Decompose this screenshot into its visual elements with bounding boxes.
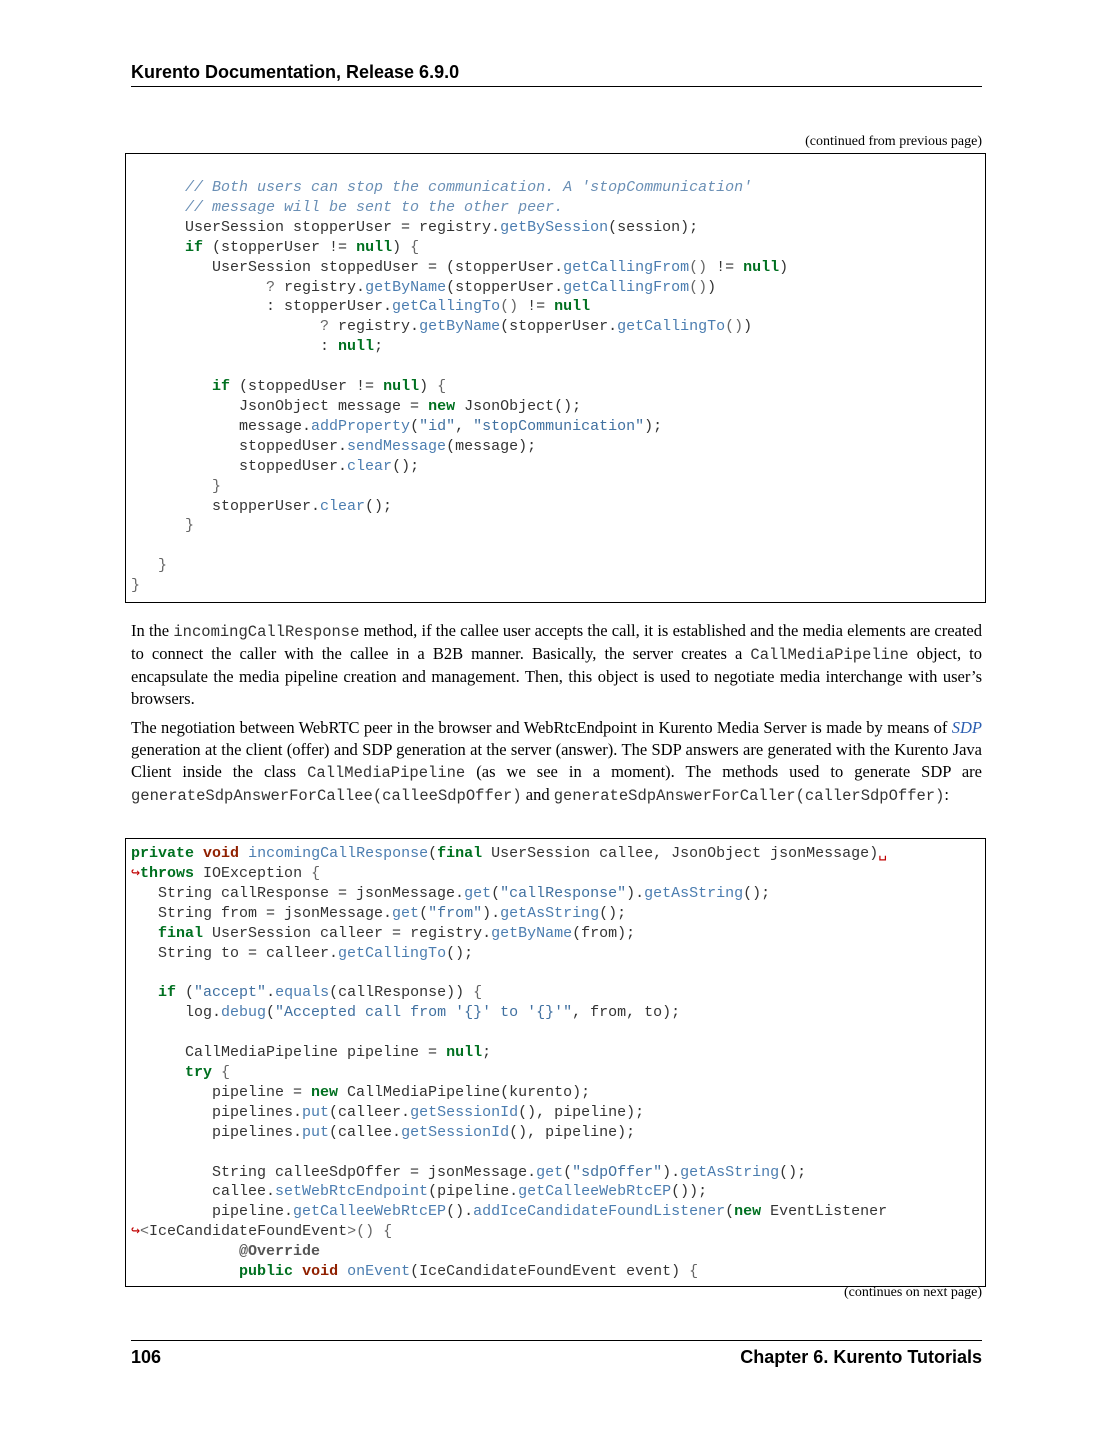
code-line: } [212, 477, 222, 495]
code-line: pipeline = new CallMediaPipeline(kurento); [131, 1083, 591, 1101]
code-line: ↪throws IOException { [131, 864, 321, 882]
footer-chapter-title: Chapter 6. Kurento Tutorials [740, 1347, 982, 1367]
code-block-incoming-call-response [125, 838, 986, 1287]
code-block-2-text [131, 844, 985, 1282]
code-line: } [185, 517, 195, 535]
sdp-link[interactable]: SDP [951, 718, 982, 737]
code-line: log.debug("Accepted call from '{}' to '{}'", from, to); [131, 1004, 681, 1022]
code-line: stoppedUser.sendMessage(message); [131, 437, 537, 455]
code-line: callee.setWebRtcEndpoint(pipeline.getCalleeWebRtcEP()); [131, 1183, 708, 1201]
code-line: try { [185, 1063, 231, 1081]
code-line: String calleeSdpOffer = jsonMessage.get("sdpOffer").getAsString(); [131, 1163, 807, 1181]
footer-rule [131, 1340, 982, 1341]
code-line: pipeline.getCalleeWebRtcEP().addIceCandidateFoundListener(new EventListener [131, 1203, 888, 1221]
code-line: stopperUser.clear(); [131, 497, 393, 515]
code-line: if (stopperUser != null) { [185, 238, 420, 256]
continued-from-note: (continued from previous page) [805, 134, 982, 149]
code-line: } [158, 557, 168, 575]
running-header-title: Kurento Documentation, Release 6.9.0 [131, 62, 460, 82]
code-line: : stopperUser.getCallingTo() != null [131, 298, 591, 316]
code-line: if (stoppedUser != null) { [212, 378, 447, 396]
code-line: JsonObject message = new JsonObject(); [131, 397, 582, 415]
code-line: final UserSession calleer = registry.getByName(from); [158, 924, 636, 942]
code-line: UserSession stopperUser = registry.getBySession(session); [131, 218, 699, 236]
code-line: // Both users can stop the communication. A 'stopCommunication' [131, 179, 753, 196]
code-line: private void incomingCallResponse(final UserSession callee, JsonObject jsonMessage)␣ [131, 845, 888, 862]
code-line: pipelines.put(callee.getSessionId(), pipeline); [131, 1123, 636, 1141]
code-line: CallMediaPipeline pipeline = null; [131, 1044, 492, 1062]
code-line: // message will be sent to the other peer. [131, 198, 564, 216]
paragraph-sdp-negotiation: The negotiation between WebRTC peer in the browser and WebRtcEndpoint in Kurento Media Server is made by means of SDP generation at the client (offer) and SDP generation at the server (answer). The SDP answers are generated with the Kurento Java Client inside the class CallMediaPipeline (as we see in a moment). The methods used to generate SDP are generateSdpAnswerForCallee(calleeSdpOffer) and generateSdpAnswerForCaller(callerSdpOffer): [131, 718, 982, 805]
code-line: message.addProperty("id", "stopCommunication"); [131, 417, 663, 435]
continues-on-note: (continues on next page) [843, 1285, 982, 1300]
code-line: stoppedUser.clear(); [131, 457, 420, 475]
paragraph-incoming-call-response: In the incomingCallResponse method, if the callee user accepts the call, it is established and the media elements are created to connect the caller with the callee in a B2B manner. Basically, the server creates a CallMediaPipeline object, to encapsulate the media pipeline creation and management. Then, this object is used to negotiate media interchange with user’s browsers. [131, 621, 982, 708]
code-line: @Override [239, 1243, 321, 1261]
code-line: } [131, 577, 141, 595]
code-block-1-text [131, 178, 985, 596]
code-line: ? registry.getByName(stopperUser.getCallingTo()) [320, 318, 753, 336]
code-line: UserSession stoppedUser = (stopperUser.getCallingFrom() != null) [131, 258, 789, 276]
code-line: pipelines.put(calleer.getSessionId(), pipeline); [131, 1103, 645, 1121]
code-line: String from = jsonMessage.get("from").getAsString(); [131, 904, 627, 922]
code-line: public void onEvent(IceCandidateFoundEvent event) { [239, 1263, 699, 1281]
code-line: ↪<IceCandidateFoundEvent>() { [131, 1223, 393, 1241]
code-line: ? registry.getByName(stopperUser.getCallingFrom()) [266, 278, 717, 296]
code-line: String to = calleer.getCallingTo(); [131, 944, 474, 962]
footer-page-number: 106 [131, 1347, 162, 1367]
code-line: : null; [131, 338, 384, 356]
code-line: if ("accept".equals(callResponse)) { [158, 984, 483, 1002]
header-rule [131, 86, 982, 87]
code-line: String callResponse = jsonMessage.get("callResponse").getAsString(); [131, 884, 771, 902]
code-block-stop-communication [125, 153, 986, 603]
